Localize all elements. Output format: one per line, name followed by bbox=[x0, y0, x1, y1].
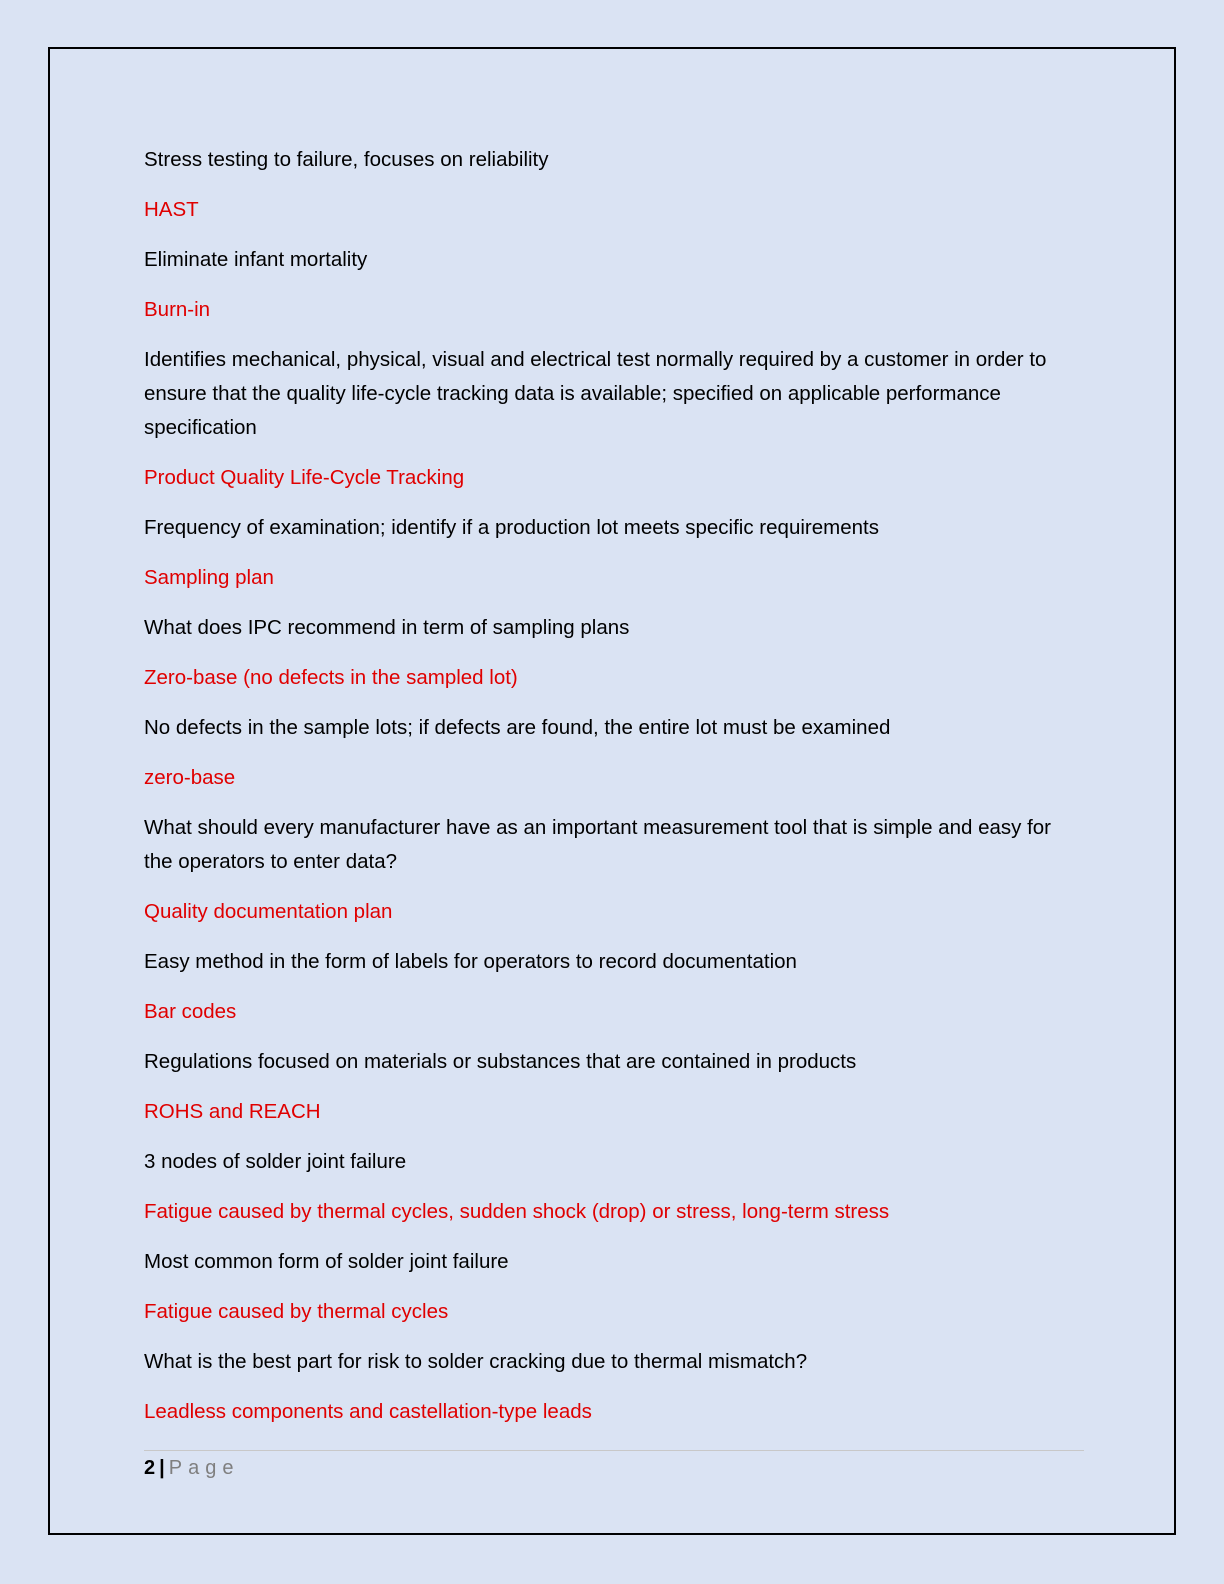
question-text: Regulations focused on materials or substances that are contained in products bbox=[144, 1050, 857, 1073]
answer-text: Leadless components and castellation-type leads bbox=[144, 1400, 592, 1423]
page-footer bbox=[144, 1450, 1084, 1480]
question-text: Easy method in the form of labels for operators to record documentation bbox=[144, 950, 797, 973]
question-text: What is the best part for risk to solder cracking due to thermal mismatch? bbox=[144, 1350, 808, 1373]
page-label: Page bbox=[168, 1457, 240, 1479]
document-body bbox=[144, 143, 1064, 1445]
answer-text: Bar codes bbox=[144, 1000, 237, 1023]
answer-text: ROHS and REACH bbox=[144, 1100, 321, 1123]
question-text: Frequency of examination; identify if a production lot meets specific requirements bbox=[144, 516, 879, 539]
answer-text: Fatigue caused by thermal cycles bbox=[144, 1300, 449, 1323]
answer-text: HAST bbox=[144, 198, 199, 221]
question-text: What should every manufacturer have as an important measurement tool that is simple and easy for the operators to enter data? bbox=[144, 816, 1052, 873]
answer-text: Zero-base (no defects in the sampled lot) bbox=[144, 666, 518, 689]
question-text: Identifies mechanical, physical, visual and electrical test normally required by a customer in order to ensure that the quality life-cycle tracking data is available; specified on applicable performance specification bbox=[144, 348, 1047, 439]
question-text: No defects in the sample lots; if defects are found, the entire lot must be examined bbox=[144, 716, 891, 739]
question-text: What does IPC recommend in term of sampling plans bbox=[144, 616, 630, 639]
footer-separator: | bbox=[159, 1457, 165, 1479]
answer-text: Sampling plan bbox=[144, 566, 274, 589]
question-text: Eliminate infant mortality bbox=[144, 248, 368, 271]
question-text: 3 nodes of solder joint failure bbox=[144, 1150, 407, 1173]
question-text: Most common form of solder joint failure bbox=[144, 1250, 509, 1273]
answer-text: Quality documentation plan bbox=[144, 900, 393, 923]
answer-text: Burn-in bbox=[144, 298, 211, 321]
answer-text: Fatigue caused by thermal cycles, sudden shock (drop) or stress, long-term stress bbox=[144, 1200, 890, 1223]
answer-text: Product Quality Life-Cycle Tracking bbox=[144, 466, 465, 489]
question-text: Stress testing to failure, focuses on reliability bbox=[144, 148, 549, 171]
answer-text: zero-base bbox=[144, 766, 236, 789]
page-number: 2 bbox=[144, 1457, 156, 1479]
